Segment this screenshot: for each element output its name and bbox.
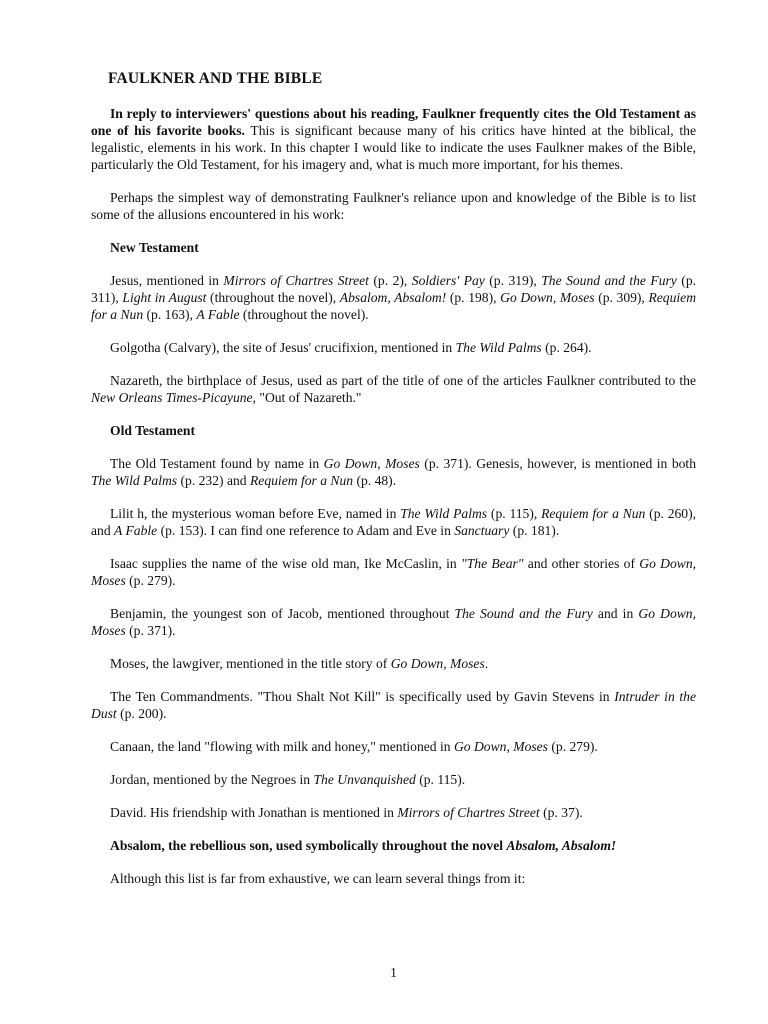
text: (p. 371). Genesis, however, is mentioned in both <box>419 456 696 471</box>
text: and other stories of <box>523 556 640 571</box>
book-title: New Orleans Times-Picayune <box>91 390 253 405</box>
text: Golgotha (Calvary), the site of Jesus' crucifixion, mentioned in <box>110 340 456 355</box>
text: (p. 309), <box>594 290 649 305</box>
story-title: "The Bear" <box>461 556 524 571</box>
canaan-entry <box>91 738 696 755</box>
text: (p. 181). <box>509 523 560 538</box>
book-title: Absalom, Absalom! <box>506 838 617 853</box>
text: (throughout the novel). <box>239 307 369 322</box>
text: (p. 2), <box>368 273 412 288</box>
text: The Ten Commandments. "Thou Shalt Not Kill" is specifically used by Gavin Stevens in <box>110 689 615 704</box>
text: (p. 115), <box>487 506 542 521</box>
book-title: Requiem for a Nun <box>541 506 646 521</box>
benjamin-entry <box>91 605 696 639</box>
book-title: A Fable <box>114 523 158 538</box>
allusions-paragraph: Perhaps the simplest way of demonstrating Faulkner's reliance upon and knowledge of the Bible is to list some of the allusions encountered in his work: <box>91 190 696 222</box>
text: Lilit h, the mysterious woman before Eve, named in <box>110 506 401 521</box>
book-title: The Wild Palms <box>455 340 542 355</box>
old-testament-heading: Old Testament <box>110 423 195 438</box>
text: (p. 115). <box>415 772 466 787</box>
text: The Old Testament found by name in <box>110 456 324 471</box>
text: Moses, the lawgiver, mentioned in the title story of <box>110 656 391 671</box>
book-title: The Sound and the Fury <box>541 273 677 288</box>
book-title: Mirrors of Chartres Street <box>223 273 369 288</box>
absalom-entry <box>91 837 696 854</box>
book-title: Intruder in the Dust <box>91 689 696 721</box>
old-testament-entry <box>91 455 696 489</box>
text: (p. 371). <box>125 623 176 638</box>
text: Isaac supplies the name of the wise old man, Ike McCaslin, in <box>110 556 461 571</box>
text: (p. 264). <box>541 340 592 355</box>
book-title: Sanctuary <box>454 523 510 538</box>
text: Jordan, mentioned by the Negroes in <box>110 772 314 787</box>
jesus-entry <box>91 272 696 323</box>
book-title: A Fable <box>196 307 240 322</box>
text: (p. 279). <box>125 573 176 588</box>
text: (p. 37). <box>539 805 583 820</box>
text: David. His friendship with Jonathan is mentioned in <box>110 805 398 820</box>
text: (p. 279). <box>547 739 598 754</box>
commandments-entry <box>91 688 696 722</box>
text: Jesus, mentioned in <box>110 273 224 288</box>
book-title: The Unvanquished <box>313 772 416 787</box>
text: (p. 232) and <box>177 473 250 488</box>
intro-paragraph <box>91 105 696 173</box>
text: (p. 200). <box>116 706 167 721</box>
book-title: Go Down, Moses <box>91 606 697 638</box>
david-entry <box>91 804 696 821</box>
new-testament-heading: New Testament <box>110 240 199 255</box>
text: (p. 319), <box>484 273 542 288</box>
book-title: Absalom, Absalom! <box>339 290 447 305</box>
lilith-entry <box>91 505 696 539</box>
book-title: Go Down, Moses <box>500 290 595 305</box>
book-title: Go Down, Moses <box>323 456 420 471</box>
text: (p. 260), and <box>91 506 697 538</box>
golgotha-entry <box>91 339 696 356</box>
book-title: The Wild Palms <box>91 473 178 488</box>
text: Canaan, the land "flowing with milk and honey," mentioned in <box>110 739 454 754</box>
moses-entry <box>91 655 696 672</box>
intro-bold: In reply to interviewers' questions about his reading, Faulkner frequently cites the Old Testament as one of his favorite books. <box>91 106 696 138</box>
jordan-entry <box>91 771 696 788</box>
nazareth-entry <box>91 372 696 406</box>
text: (throughout the novel), <box>206 290 340 305</box>
text: , "Out of Nazareth." <box>252 390 362 405</box>
text: Benjamin, the youngest son of Jacob, mentioned throughout <box>110 606 455 621</box>
book-title: Go Down, Moses <box>453 739 548 754</box>
text: . <box>484 656 489 671</box>
intro-rest: This is significant because many of his critics have hinted at the biblical, the legalistic, elements in his work. In this chapter I would like to indicate the uses Faulkner makes of the Bible, particularly the Old Testament, for his imagery and, what is much more important, for his themes. <box>91 123 696 172</box>
text: (p. 311), <box>91 273 697 305</box>
book-title: Light in August <box>122 290 207 305</box>
text: and in <box>592 606 639 621</box>
page-number: 1 <box>390 965 397 980</box>
text: Nazareth, the birthplace of Jesus, used as part of the title of one of the articles Faulkner contributed to the <box>110 373 696 388</box>
closing-paragraph: Although this list is far from exhaustive, we can learn several things from it: <box>110 871 526 886</box>
text: (p. 163), <box>143 307 197 322</box>
text: Absalom, the rebellious son, used symbolically throughout the novel <box>110 838 507 853</box>
book-title: The Sound and the Fury <box>454 606 593 621</box>
isaac-entry <box>91 555 696 589</box>
text: (p. 48). <box>353 473 397 488</box>
book-title: The Wild Palms <box>400 506 488 521</box>
book-title: Go Down, Moses <box>390 656 485 671</box>
book-title: Go Down, Moses <box>91 556 697 588</box>
book-title: Requiem for a Nun <box>91 290 697 322</box>
text: (p. 198), <box>446 290 501 305</box>
book-title: Soldiers' Pay <box>411 273 485 288</box>
page-title: FAULKNER AND THE BIBLE <box>108 70 323 87</box>
text: (p. 153). I can find one reference to Adam and Eve in <box>157 523 455 538</box>
book-title: Mirrors of Chartres Street <box>397 805 540 820</box>
book-title: Requiem for a Nun <box>249 473 354 488</box>
